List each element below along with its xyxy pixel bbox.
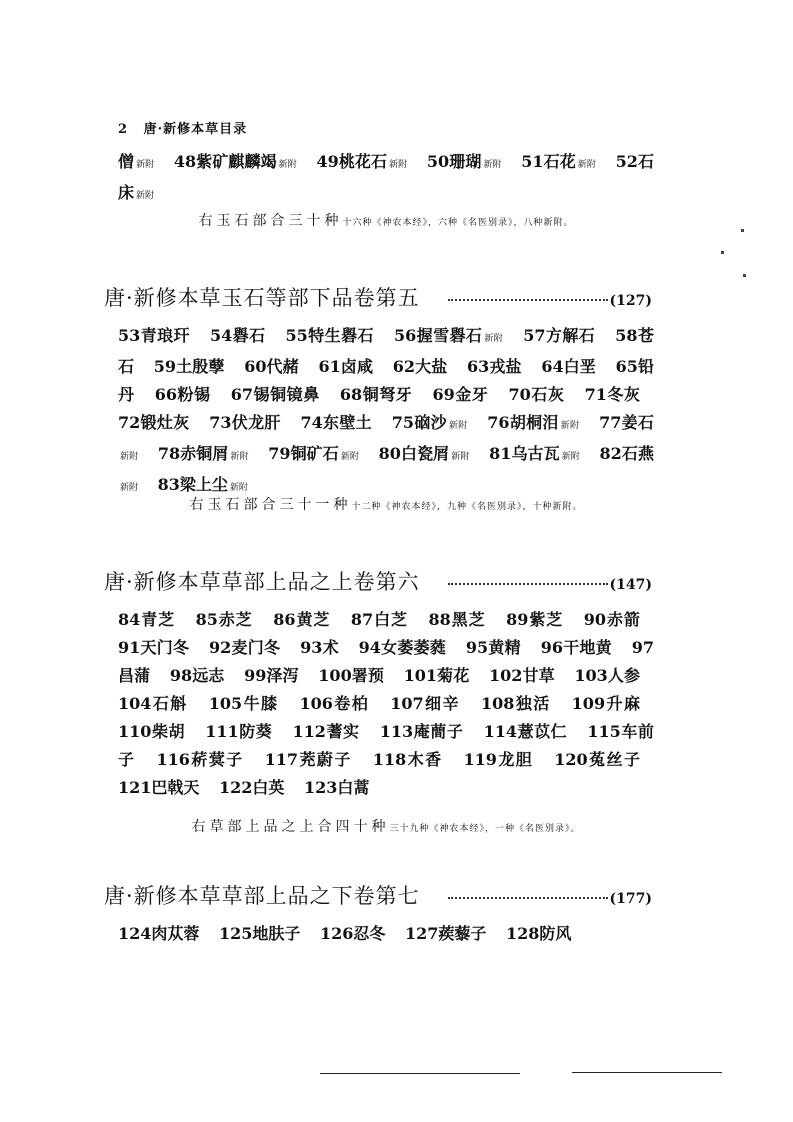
- toc-entry[interactable]: [156, 750, 243, 769]
- section-summary-volume-5: [118, 494, 654, 518]
- entry-name: 冬灰: [606, 385, 640, 404]
- entry-number: 64: [541, 357, 564, 376]
- page-number: 2: [118, 122, 129, 137]
- entry-number: 80: [378, 444, 401, 463]
- entry-note: 新附: [389, 160, 408, 170]
- entry-number: 85: [195, 610, 218, 629]
- entry-name: 姜石: [621, 413, 654, 432]
- entry-number: 48: [173, 152, 197, 171]
- toc-entry[interactable]: [118, 638, 189, 657]
- entry-name: 石床: [118, 152, 654, 202]
- toc-entry[interactable]: [394, 326, 503, 345]
- entry-number: 61: [318, 357, 341, 376]
- summary-detail: 十二种《神农本经》，九种《名医别录》，十种新附。: [351, 502, 583, 512]
- entry-number: 87: [350, 610, 374, 629]
- entry-name: 特生礜石: [307, 326, 374, 345]
- entry-number: 68: [339, 385, 363, 404]
- entry-number: 70: [508, 385, 531, 404]
- entry-number: 54: [209, 326, 233, 345]
- toc-entry[interactable]: [320, 924, 385, 943]
- toc-entry[interactable]: [484, 722, 568, 741]
- entry-name: 梁上尘: [179, 475, 228, 494]
- volume-page-number: (147): [609, 577, 652, 593]
- entry-number: 51: [521, 152, 544, 171]
- entry-number: 109: [571, 694, 606, 713]
- toc-entry[interactable]: [318, 357, 373, 376]
- entry-name: 白蒿: [337, 778, 370, 797]
- toc-entry[interactable]: [432, 385, 488, 404]
- toc-entry[interactable]: [429, 610, 486, 629]
- toc-entry[interactable]: [209, 413, 280, 432]
- entry-name: 苍石: [118, 326, 654, 376]
- toc-entry[interactable]: [299, 694, 369, 713]
- toc-entry[interactable]: [286, 326, 374, 345]
- toc-entry[interactable]: [427, 152, 502, 171]
- entry-name: 乌古瓦: [511, 444, 560, 463]
- entry-name: 黄精: [488, 638, 521, 657]
- toc-entry[interactable]: [293, 722, 360, 741]
- entry-name: 肉苁蓉: [151, 924, 200, 943]
- entry-name: 伏龙肝: [231, 413, 281, 432]
- dot-leader: [448, 897, 608, 899]
- entry-name: 握雪礜石: [416, 326, 483, 345]
- entry-note: 新附: [120, 483, 139, 493]
- entry-number: 58: [615, 326, 638, 345]
- entry-name: 青芝: [140, 610, 176, 629]
- entry-number: 67: [230, 385, 253, 404]
- entry-name: 石燕: [621, 444, 654, 463]
- entry-note: 新附: [229, 483, 248, 493]
- toc-entry[interactable]: [318, 666, 384, 685]
- toc-entry[interactable]: [487, 413, 579, 432]
- entry-number: 86: [273, 610, 296, 629]
- toc-entry[interactable]: [244, 666, 299, 685]
- entry-number: 104: [118, 694, 152, 713]
- entry-name: 僧: [118, 152, 135, 171]
- toc-entry[interactable]: [118, 610, 175, 629]
- entry-name: 白芝: [373, 610, 408, 629]
- entry-name: 紫芝: [528, 610, 564, 629]
- toc-entry[interactable]: [118, 152, 154, 171]
- entry-number: 52: [615, 152, 638, 171]
- entry-name: 代赭: [266, 357, 299, 376]
- entry-name: 泽泻: [266, 666, 299, 685]
- entry-number: 112: [292, 722, 326, 741]
- entry-name: 细辛: [423, 694, 460, 713]
- toc-entry[interactable]: [265, 750, 352, 769]
- toc-entry[interactable]: [351, 610, 408, 629]
- entry-name: 龙胆: [496, 750, 534, 769]
- entry-number: 97: [631, 638, 654, 657]
- entry-note: 新附: [230, 452, 249, 462]
- entry-name: 牛膝: [242, 694, 279, 713]
- toc-entry[interactable]: [209, 638, 280, 657]
- toc-entry[interactable]: [268, 444, 359, 463]
- entry-name: 卷柏: [332, 694, 370, 713]
- toc-entry[interactable]: [390, 694, 460, 713]
- toc-entry[interactable]: [554, 750, 640, 769]
- toc-entry[interactable]: [118, 326, 190, 345]
- entry-number: 94: [358, 638, 381, 657]
- entry-number: 124: [118, 924, 152, 943]
- entry-number: 72: [118, 413, 141, 432]
- entry-number: 113: [379, 722, 414, 741]
- entry-name: 蓍实: [325, 722, 360, 741]
- entry-name: 青琅玕: [140, 326, 190, 345]
- entry-number: 65: [615, 357, 638, 376]
- entry-note: 新附: [136, 191, 155, 201]
- entry-name: 珊瑚: [449, 152, 482, 171]
- entry-number: 96: [540, 638, 563, 657]
- volume-title: 唐·新修本草草部上品之上卷第六: [104, 570, 420, 594]
- entry-name: 铜矿石: [290, 444, 339, 463]
- entry-name: 菟丝子: [587, 750, 640, 769]
- entry-name: 金牙: [454, 385, 489, 404]
- entry-name: 柴胡: [151, 722, 186, 741]
- toc-entry[interactable]: [464, 750, 534, 769]
- entry-number: 57: [523, 326, 546, 345]
- entry-number: 92: [209, 638, 232, 657]
- entry-list-volume-6: [118, 606, 654, 802]
- entry-number: 127: [405, 924, 439, 943]
- toc-entry[interactable]: [572, 694, 640, 713]
- toc-entry[interactable]: [466, 638, 521, 657]
- toc-entry[interactable]: [196, 610, 253, 629]
- toc-entry[interactable]: [379, 444, 470, 463]
- entry-name: 东壁土: [322, 413, 372, 432]
- entry-number: 88: [428, 610, 451, 629]
- entry-number: 125: [219, 924, 253, 943]
- toc-entry[interactable]: [506, 924, 571, 943]
- entry-note: 新附: [451, 452, 470, 462]
- toc-entry[interactable]: [317, 152, 408, 171]
- entry-note: 新附: [561, 452, 580, 462]
- entry-number: 102: [489, 666, 523, 685]
- toc-entry[interactable]: [467, 357, 522, 376]
- volume-title: 唐·新修本草玉石等部下品卷第五: [104, 286, 420, 310]
- entry-name: 蒺藜子: [438, 924, 487, 943]
- toc-entry[interactable]: [219, 778, 284, 797]
- dot-leader: [448, 299, 608, 301]
- entry-number: 120: [554, 750, 588, 769]
- entry-number: 121: [118, 778, 152, 797]
- scan-artifact-line: [320, 1073, 520, 1074]
- toc-entry[interactable]: [481, 694, 551, 713]
- entry-note: 新附: [340, 452, 360, 462]
- entry-number: 98: [169, 666, 193, 685]
- entry-number: 103: [574, 666, 608, 685]
- toc-entry[interactable]: [154, 357, 225, 376]
- entry-name: 忍冬: [353, 924, 386, 943]
- entry-name: 署预: [351, 666, 384, 685]
- toc-entry[interactable]: [244, 357, 299, 376]
- running-header: [118, 118, 247, 137]
- entry-number: 59: [153, 357, 177, 376]
- entry-name: 昌蒲: [118, 666, 151, 685]
- entry-number: 100: [318, 666, 352, 685]
- dot-leader: [448, 583, 608, 585]
- entry-number: 71: [584, 385, 607, 404]
- entry-name: 防葵: [238, 722, 273, 741]
- entry-number: 56: [393, 326, 417, 345]
- entry-note: 新附: [120, 452, 139, 462]
- entry-name: 干地黄: [562, 638, 612, 657]
- entry-name: 石灰: [530, 385, 565, 404]
- toc-entry[interactable]: [509, 385, 565, 404]
- entry-number: 99: [244, 666, 267, 685]
- entry-number: 117: [264, 750, 299, 769]
- entry-number: 50: [426, 152, 450, 171]
- entry-number: 122: [219, 778, 253, 797]
- entry-number: 101: [403, 666, 438, 685]
- volume-heading-7[interactable]: [104, 880, 652, 910]
- summary-detail: 三十九种《神农本经》，一种《名医别录》。: [389, 824, 581, 834]
- entry-number: 82: [599, 444, 622, 463]
- scan-speck: [743, 274, 746, 277]
- entry-number: 91: [118, 638, 141, 657]
- scan-speck: [721, 251, 724, 254]
- entry-name: 铜弩牙: [362, 385, 413, 404]
- entry-number: 115: [587, 722, 621, 741]
- entry-number: 118: [372, 750, 407, 769]
- toc-entry[interactable]: [404, 666, 470, 685]
- scan-speck: [741, 229, 744, 232]
- entry-name: 石斛: [151, 694, 188, 713]
- entry-name: 方解石: [545, 326, 596, 345]
- entry-name: 茺蔚子: [298, 750, 352, 769]
- entry-name: 土殷孽: [176, 357, 225, 376]
- entry-name: 庵蕳子: [413, 722, 464, 741]
- toc-entry[interactable]: [158, 475, 248, 494]
- entry-name: 菥蓂子: [189, 750, 244, 769]
- entry-number: 62: [392, 357, 416, 376]
- entry-number: 105: [208, 694, 243, 713]
- toc-entry[interactable]: [506, 610, 563, 629]
- entry-number: 123: [304, 778, 338, 797]
- toc-entry[interactable]: [118, 924, 199, 943]
- toc-entry[interactable]: [489, 444, 580, 463]
- entry-name: 地肤子: [252, 924, 301, 943]
- entry-name: 戎盐: [489, 357, 522, 376]
- volume-heading-6[interactable]: [104, 566, 652, 596]
- toc-entry[interactable]: [574, 666, 640, 685]
- entry-number: 114: [483, 722, 517, 741]
- entry-name: 木香: [406, 750, 443, 769]
- entry-note: 新附: [136, 160, 155, 170]
- entry-number: 49: [316, 152, 339, 171]
- toc-entry[interactable]: [155, 385, 211, 404]
- entry-number: 93: [300, 638, 323, 657]
- volume-page-number: (177): [609, 891, 652, 907]
- entry-name: 硇沙: [414, 413, 447, 432]
- entry-name: 黄芝: [295, 610, 331, 629]
- toc-entry[interactable]: [393, 357, 448, 376]
- toc-entry[interactable]: [521, 152, 596, 171]
- volume-heading-5[interactable]: [104, 282, 652, 312]
- toc-entry[interactable]: [359, 638, 446, 657]
- entry-number: 66: [154, 385, 177, 404]
- entry-name: 巴戟天: [151, 778, 200, 797]
- toc-entry[interactable]: [158, 444, 249, 463]
- entry-name: 大盐: [415, 357, 448, 376]
- entry-list-volume-7: [118, 920, 654, 948]
- entry-number: 69: [432, 385, 455, 404]
- entry-name: 铅丹: [118, 357, 654, 404]
- entry-name: 女萎萎蕤: [380, 638, 447, 657]
- entry-number: 116: [156, 750, 190, 769]
- entry-note: 新附: [278, 160, 297, 170]
- entry-name: 锻灶灰: [140, 413, 190, 432]
- toc-entry[interactable]: [541, 357, 596, 376]
- entry-number: 119: [463, 750, 497, 769]
- entry-number: 108: [480, 694, 515, 713]
- entry-name: 胡桐泪: [509, 413, 559, 432]
- entry-number: 84: [118, 610, 141, 629]
- entry-number: 79: [268, 444, 291, 463]
- entry-note: 新附: [483, 160, 502, 170]
- entry-name: 粉锡: [176, 385, 211, 404]
- entry-name: 赤箭: [606, 610, 640, 629]
- toc-entry[interactable]: [373, 750, 443, 769]
- summary-main: 右草部上品之上合四十种: [191, 819, 390, 835]
- entry-name: 术: [322, 638, 339, 657]
- entry-number: 55: [285, 326, 308, 345]
- entry-name: 白垩: [563, 357, 596, 376]
- entry-name: 石花: [543, 152, 576, 171]
- entry-name: 防风: [539, 924, 572, 943]
- entry-name: 锡铜镜鼻: [253, 385, 320, 404]
- entry-note: 新附: [577, 160, 596, 170]
- entry-number: 89: [506, 610, 529, 629]
- volume-title: 唐·新修本草草部上品之下卷第七: [104, 884, 420, 908]
- toc-entry[interactable]: [219, 924, 300, 943]
- toc-entry[interactable]: [205, 722, 272, 741]
- toc-entry[interactable]: [118, 694, 188, 713]
- entry-number: 106: [299, 694, 333, 713]
- entry-name: 桃花石: [338, 152, 388, 171]
- entry-name: 赤铜屑: [180, 444, 229, 463]
- entry-number: 53: [118, 326, 141, 345]
- entry-note: 新附: [560, 421, 580, 431]
- summary-detail: 十六种《神农本经》，六种《名医别录》，八种新附。: [342, 218, 574, 228]
- entry-list-continuation: [118, 148, 654, 210]
- toc-entry[interactable]: [541, 638, 612, 657]
- entry-number: 74: [300, 413, 323, 432]
- entry-name: 薏苡仁: [516, 722, 568, 741]
- entry-number: 78: [157, 444, 181, 463]
- toc-entry[interactable]: [118, 722, 185, 741]
- toc-entry[interactable]: [585, 385, 640, 404]
- entry-name: 菊花: [437, 666, 470, 685]
- entry-name: 远志: [192, 666, 225, 685]
- entry-number: 107: [390, 694, 424, 713]
- summary-main: 右玉石部合三十种: [198, 213, 343, 229]
- running-title: 唐·新修本草目录: [143, 122, 248, 137]
- entry-number: 111: [205, 722, 239, 741]
- entry-note: 新附: [484, 334, 504, 344]
- toc-entry[interactable]: [209, 694, 279, 713]
- entry-number: 63: [467, 357, 490, 376]
- toc-entry[interactable]: [392, 413, 468, 432]
- toc-entry[interactable]: [489, 666, 555, 685]
- entry-number: 81: [489, 444, 512, 463]
- toc-entry[interactable]: [405, 924, 486, 943]
- section-summary-continuation: [118, 210, 654, 234]
- section-summary-volume-6: [118, 816, 654, 840]
- entry-name: 白英: [252, 778, 285, 797]
- toc-entry[interactable]: [273, 610, 330, 629]
- entry-name: 黑芝: [450, 610, 486, 629]
- entry-name: 礜石: [232, 326, 266, 345]
- toc-entry[interactable]: [210, 326, 266, 345]
- entry-number: 60: [244, 357, 267, 376]
- scan-artifact-line: [572, 1072, 722, 1073]
- toc-entry[interactable]: [301, 413, 372, 432]
- entry-name: 天门冬: [140, 638, 190, 657]
- toc-entry[interactable]: [118, 778, 199, 797]
- entry-name: 人参: [607, 666, 640, 685]
- entry-number: 75: [391, 413, 415, 432]
- toc-entry[interactable]: [174, 152, 297, 171]
- toc-entry[interactable]: [523, 326, 595, 345]
- entry-number: 77: [599, 413, 622, 432]
- entry-name: 升麻: [605, 694, 640, 713]
- entry-number: 95: [465, 638, 489, 657]
- entry-number: 90: [583, 610, 607, 629]
- entry-number: 83: [157, 475, 180, 494]
- entry-name: 赤芝: [217, 610, 253, 629]
- toc-entry[interactable]: [584, 610, 640, 629]
- entry-name: 独活: [514, 694, 551, 713]
- toc-entry[interactable]: [340, 385, 412, 404]
- toc-entry[interactable]: [380, 722, 464, 741]
- toc-entry[interactable]: [300, 638, 339, 657]
- entry-number: 126: [320, 924, 354, 943]
- entry-name: 紫矿麒麟竭: [196, 152, 277, 171]
- entry-name: 白瓷屑: [400, 444, 450, 463]
- entry-name: 卤咸: [340, 357, 374, 376]
- entry-name: 车前子: [118, 722, 654, 769]
- entry-name: 甘草: [522, 666, 555, 685]
- toc-entry[interactable]: [231, 385, 320, 404]
- entry-number: 110: [118, 722, 152, 741]
- entry-name: 麦门冬: [231, 638, 281, 657]
- entry-number: 73: [209, 413, 232, 432]
- toc-entry[interactable]: [118, 413, 189, 432]
- entry-number: 128: [506, 924, 540, 943]
- summary-main: 右玉石部合三十一种: [189, 497, 352, 513]
- entry-number: 76: [487, 413, 510, 432]
- toc-entry[interactable]: [170, 666, 225, 685]
- entry-note: 新附: [448, 421, 468, 431]
- entry-list-volume-5: [118, 322, 654, 502]
- volume-page-number: (127): [609, 293, 652, 309]
- toc-entry[interactable]: [304, 778, 369, 797]
